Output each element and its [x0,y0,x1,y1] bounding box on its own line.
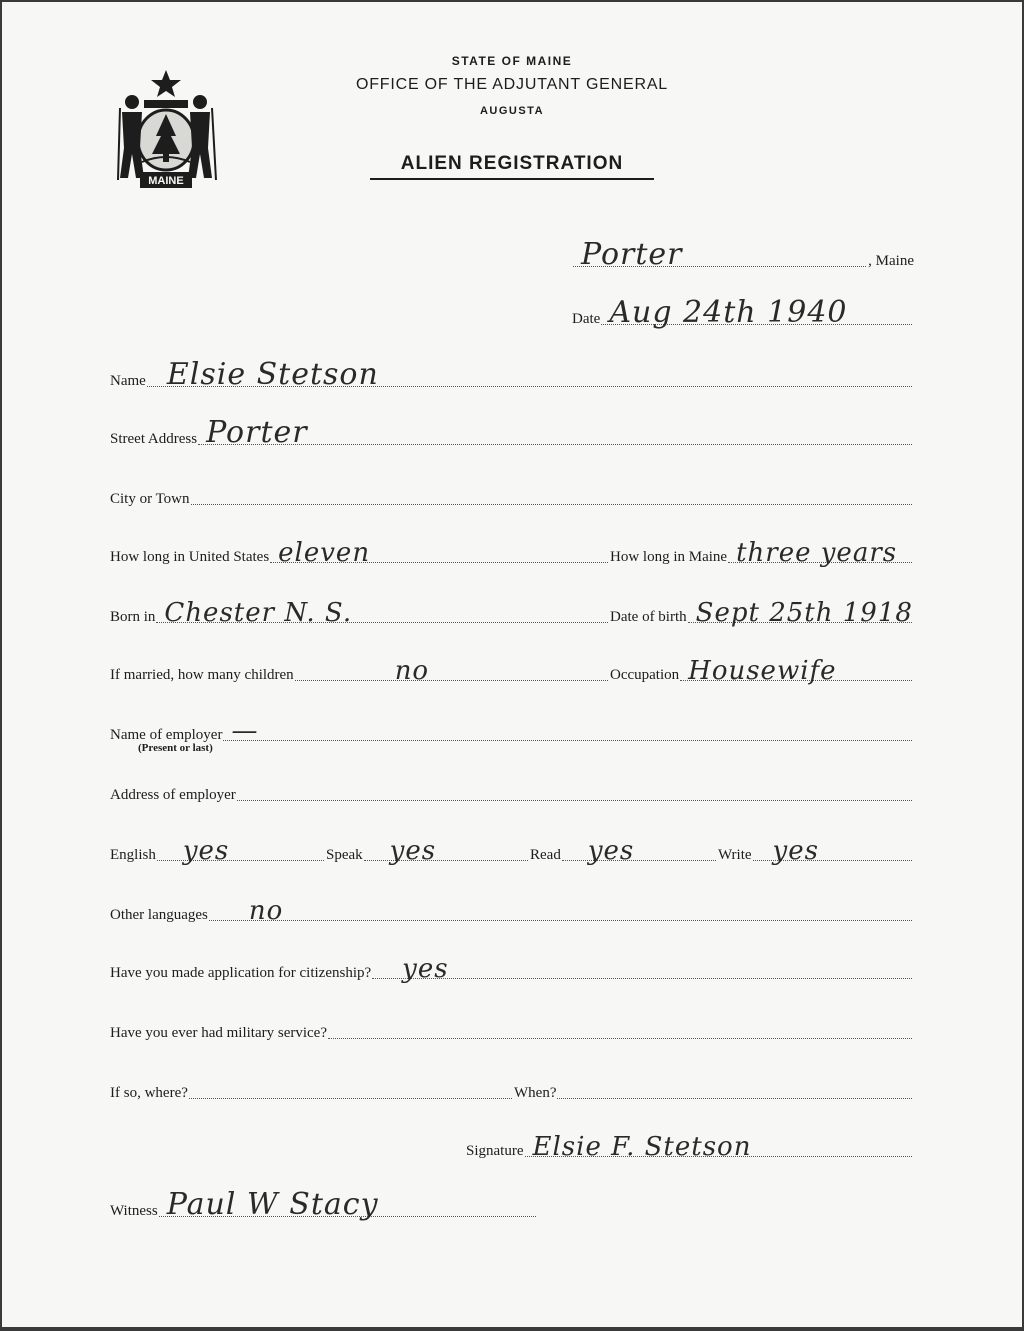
citizenship-label: Have you made application for citizenship? [110,965,372,981]
employer-label: Name of employer [110,727,223,743]
witness-field[interactable] [159,1187,536,1222]
date-label: Date [572,311,601,327]
street-field[interactable] [198,415,912,450]
speak-field[interactable] [364,836,528,866]
signature-value: Elsie F. Stetson [532,1132,752,1162]
read-label: Read [530,847,561,863]
citizenship-field[interactable] [372,954,912,984]
header-city: AUGUSTA [479,105,545,117]
street-value: Porter [206,415,308,450]
children-field[interactable] [295,656,608,686]
town-value: Porter [581,237,683,272]
occupation-value: Housewife [688,656,837,686]
how-long-us-field[interactable] [270,538,608,568]
speak-value: yes [389,836,437,866]
other-languages-field[interactable] [209,896,912,926]
when-field[interactable] [557,1080,912,1099]
english-value: yes [182,836,230,866]
date-value: Aug 24th 1940 [609,295,848,330]
other-languages-value: no [248,896,284,926]
form-title: ALIEN REGISTRATION [370,153,654,180]
town-suffix: , Maine [868,253,914,269]
english-label: English [110,847,156,863]
english-field[interactable] [157,836,324,866]
write-field[interactable] [753,836,912,866]
occupation-label: Occupation [610,667,680,683]
born-in-label: Born in [110,609,156,625]
born-in-field[interactable] [156,598,608,628]
citizenship-value: yes [402,954,449,984]
dob-label: Date of birth [610,609,687,625]
name-label: Name [110,373,146,389]
where-field[interactable] [189,1080,512,1099]
name-value: Elsie Stetson [166,357,379,392]
town-field[interactable] [573,237,866,272]
employer-field[interactable] [223,716,912,746]
other-languages-label: Other languages [110,907,208,923]
children-value: no [394,656,430,686]
how-long-maine-field[interactable] [728,538,912,568]
employer-address-label: Address of employer [110,787,236,803]
born-in-value: Chester N. S. [164,598,353,628]
write-label: Write [718,847,752,863]
date-field[interactable] [601,295,912,330]
header-office: OFFICE OF THE ADJUTANT GENERAL [355,76,669,93]
employer-address-field[interactable] [237,782,912,801]
name-field[interactable] [147,357,912,392]
speak-label: Speak [326,847,363,863]
signature-field[interactable] [525,1132,913,1162]
how-long-us-value: eleven [278,538,371,568]
witness-value: Paul W Stacy [166,1187,379,1222]
read-field[interactable] [562,836,716,866]
when-label: When? [514,1085,557,1101]
children-label: If married, how many children [110,667,294,683]
where-label: If so, where? [110,1085,188,1101]
write-value: yes [772,836,819,866]
military-label: Have you ever had military service? [110,1025,327,1041]
dob-field[interactable] [688,598,913,628]
read-value: yes [587,836,635,866]
how-long-maine-value: three years [736,538,898,568]
employer-sublabel: (Present or last) [138,742,213,754]
witness-label: Witness [110,1203,158,1219]
seal-lettering: MAINE [148,175,184,187]
signature-label: Signature [466,1143,524,1159]
employer-value: — [231,716,259,746]
how-long-us-label: How long in United States [110,549,270,565]
military-field[interactable] [328,1020,912,1039]
header-state: STATE OF MAINE [451,54,573,68]
dob-value: Sept 25th 1918 [695,598,913,628]
how-long-maine-label: How long in Maine [610,549,728,565]
city-field[interactable] [191,486,912,505]
occupation-field[interactable] [680,656,912,686]
registration-form [2,2,1022,1327]
city-label: City or Town [110,491,190,507]
street-label: Street Address [110,431,198,447]
